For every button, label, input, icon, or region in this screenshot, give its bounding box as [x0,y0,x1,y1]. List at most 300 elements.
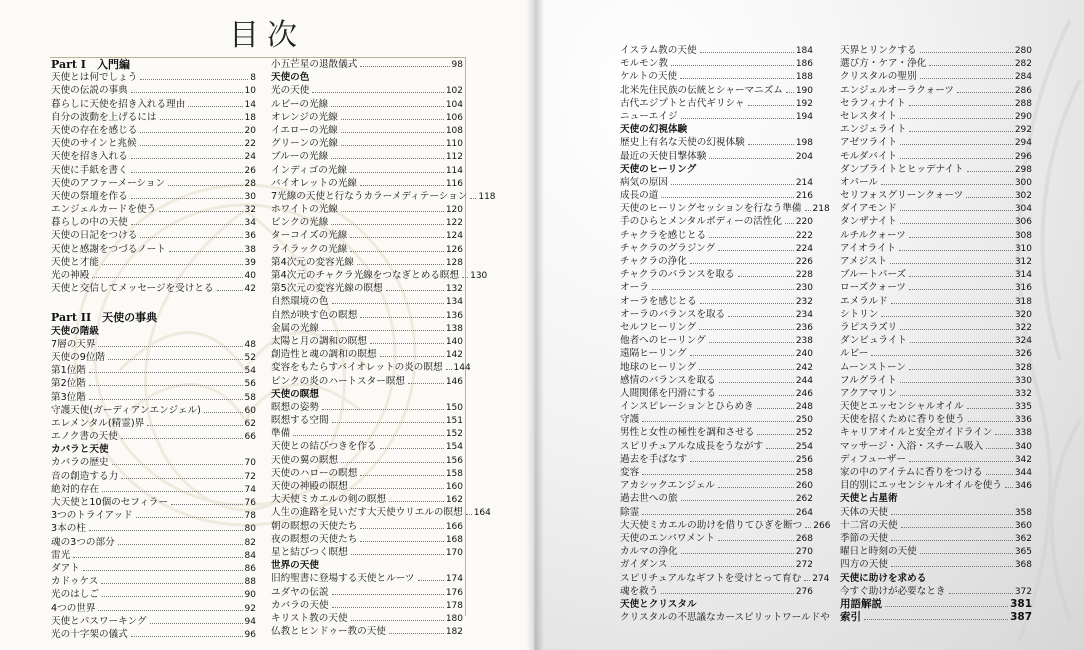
toc-entry[interactable] [51,549,256,562]
toc-entry-title: 雷光 [51,549,71,561]
toc-entry-title: ダンビュライト [840,335,907,347]
toc-entry[interactable] [271,612,463,625]
toc-entry[interactable] [51,124,256,137]
dot-leader [332,422,444,423]
section-heading [51,443,256,456]
toc-entry-title: アゼツライト [840,137,898,149]
toc-entry[interactable] [271,506,491,519]
toc-entry[interactable] [51,522,256,535]
toc-page-number: 335 [1014,402,1032,413]
toc-entry[interactable] [271,493,463,506]
toc-entry-title: 今すぐ助けが必要なとき [840,585,946,597]
toc-entry-title: 天使のヒーリング [620,163,697,175]
dot-leader [709,342,794,343]
dot-leader [350,237,443,238]
toc-entry[interactable] [271,177,463,190]
dot-leader [101,583,242,584]
toc-entry[interactable] [840,532,1032,545]
toc-entry[interactable] [51,203,256,216]
dot-leader [864,619,1008,620]
dot-leader [699,329,794,330]
toc-entry[interactable] [51,84,256,97]
toc-page-number: 122 [445,218,463,229]
toc-entry[interactable] [51,377,256,390]
toc-entry[interactable] [51,430,256,443]
toc-entry[interactable] [271,203,463,216]
toc-page-number: 114 [445,165,463,176]
toc-entry[interactable] [620,361,813,374]
toc-entry[interactable] [840,229,1032,242]
toc-entry[interactable] [840,479,1032,492]
toc-entry[interactable] [620,585,813,598]
toc-entry[interactable] [620,453,813,466]
dot-leader [341,119,444,120]
toc-entry[interactable] [840,281,1032,294]
toc-page-number: 176 [445,587,463,598]
dot-leader [709,237,794,238]
toc-page-number: 298 [1014,164,1032,175]
toc-entry[interactable] [271,111,463,124]
toc-page-number: 39 [244,257,256,268]
toc-page-number: 80 [244,524,256,535]
toc-entry[interactable] [840,268,1032,281]
dot-leader [380,356,444,357]
toc-entry[interactable] [840,110,1032,123]
toc-entry[interactable] [271,361,471,374]
toc-entry[interactable] [271,137,463,150]
toc-entry[interactable] [840,361,1032,374]
toc-entry[interactable] [271,256,463,269]
toc-entry-title: 天使と占星術 [840,493,898,505]
toc-page-number: 166 [445,521,463,532]
toc-entry-title: タンザナイト [840,216,897,228]
toc-entry[interactable] [620,558,813,571]
toc-entry-title: 自然が映す色の瞑想 [271,309,358,321]
toc-entry[interactable] [840,347,1032,360]
toc-entry-title: ルチルクォーツ [840,229,906,241]
dot-leader [728,316,794,317]
toc-entry[interactable] [840,202,1032,215]
toc-entry[interactable] [51,391,256,404]
toc-entry[interactable] [840,255,1032,268]
toc-entry[interactable] [840,123,1032,136]
toc-entry[interactable] [51,456,256,469]
toc-entry[interactable] [840,400,1032,413]
toc-entry[interactable] [620,255,813,268]
dot-leader [642,514,794,515]
toc-entry[interactable] [620,387,813,400]
toc-entry[interactable] [271,440,463,453]
toc-entry[interactable] [51,256,256,269]
dot-leader [370,343,444,344]
toc-entry[interactable] [51,282,256,295]
toc-entry[interactable] [271,427,463,440]
toc-page-number: 288 [1014,98,1032,109]
toc-entry[interactable] [271,84,463,97]
toc-page-number: 88 [244,577,256,588]
toc-entry[interactable] [271,599,463,612]
toc-entry[interactable] [51,111,256,124]
dot-leader [140,237,242,238]
toc-entry[interactable] [840,97,1032,110]
toc-page-number: 10 [244,86,256,97]
toc-entry[interactable] [271,322,463,335]
toc-entry[interactable] [271,98,463,111]
toc-entry-title: 太陽と月の調和の瞑想 [271,335,367,347]
toc-entry[interactable] [620,189,813,202]
toc-entry[interactable] [620,97,813,110]
toc-entry[interactable] [51,216,256,229]
toc-entry [620,611,830,624]
toc-page-number: 188 [795,72,813,83]
toc-entry-title: クリスタルの聖別 [840,71,917,83]
toc-entry[interactable] [620,84,813,97]
dot-leader [169,251,243,252]
toc-entry-title: 大天使と10個のセフィラー [51,497,168,508]
toc-entry[interactable] [271,454,463,467]
toc-page-number: 358 [1014,507,1032,518]
toc-page-number: 54 [244,366,256,377]
toc-entry[interactable] [51,417,256,430]
toc-entry[interactable] [620,57,813,70]
toc-entry[interactable] [620,110,813,123]
toc-entry[interactable] [620,334,813,347]
toc-page-number: 282 [1014,59,1032,70]
toc-entry[interactable] [51,602,256,615]
toc-page-number: 178 [445,600,463,611]
toc-entry[interactable] [271,467,463,480]
dot-leader [804,580,810,581]
toc-entry[interactable] [620,479,813,492]
dot-leader [757,408,794,409]
toc-entry[interactable] [271,480,463,493]
toc-page-number: 238 [795,336,813,347]
toc-page-number: 98 [451,60,463,70]
dot-leader [470,198,476,199]
toc-entry[interactable] [620,281,813,294]
dot-leader [690,355,794,356]
toc-page-number: 130 [470,271,488,281]
toc-page-number: 84 [244,550,256,561]
dot-leader [719,395,794,396]
toc-entry[interactable] [620,242,813,255]
toc-entry[interactable] [620,426,813,439]
toc-entry[interactable] [271,282,463,295]
toc-entry[interactable] [51,483,256,496]
frame-right-rule [465,58,466,616]
toc-entry[interactable] [51,470,256,483]
toc-entry[interactable] [271,295,463,308]
toc-entry[interactable] [840,308,1032,321]
toc-page-number: 270 [795,547,813,558]
toc-entry[interactable] [840,163,1032,176]
toc-entry[interactable] [51,628,256,641]
toc-entry[interactable] [51,338,256,351]
toc-entry[interactable] [271,243,463,256]
toc-entry[interactable] [840,585,1032,598]
toc-entry[interactable] [840,374,1032,387]
toc-entry-title: 天使とパスワーキング [51,615,147,627]
toc-entry[interactable] [840,545,1032,558]
toc-entry-title: 旧約聖書に登場する天使とルーツ [271,573,415,585]
toc-entry[interactable] [840,57,1032,70]
toc-entry[interactable] [620,572,830,585]
toc-page-number: 222 [795,230,813,241]
toc-entry-title: 3つのトライアッド [51,510,133,522]
toc-entry[interactable] [271,269,488,282]
toc-entry-title: ガイダンス [620,559,668,571]
left-page [0,0,534,650]
toc-entry[interactable] [271,229,463,242]
toc-entry-title: 光のはしご [51,589,99,601]
toc-page-number: 180 [445,613,463,624]
dot-leader [910,342,1013,343]
toc-entry-title: ピンクの炎のハートスター瞑想 [271,375,406,387]
toc-page-number: 316 [1014,283,1032,294]
toc-entry-title: エメラルド [840,295,888,307]
toc-entry[interactable] [620,466,813,479]
toc-entry[interactable] [271,309,463,322]
toc-entry[interactable] [620,150,813,163]
toc-entry[interactable] [840,598,1032,611]
toc-entry[interactable] [51,177,256,190]
dot-leader [891,303,1013,304]
toc-entry[interactable] [51,364,256,377]
toc-entry[interactable] [840,506,1032,519]
toc-page-number: 224 [795,243,813,254]
toc-entry[interactable] [840,44,1032,57]
toc-page-number: 256 [795,454,813,465]
toc-entry[interactable] [51,71,256,84]
toc-page-number: 230 [795,283,813,294]
toc-entry[interactable] [271,164,463,177]
toc-entry[interactable] [271,124,463,137]
toc-entry-title: モルダバイト [840,150,898,162]
toc-entry[interactable] [840,611,1032,624]
toc-entry[interactable] [620,519,831,532]
dot-leader [890,263,1013,264]
toc-entry[interactable] [620,176,813,189]
dot-leader [360,66,449,67]
toc-entry[interactable] [840,321,1032,334]
toc-entry-title: ピンクの光線 [271,217,329,229]
toc-entry-title: バイオレットの光線 [271,177,357,189]
dot-leader [357,264,444,265]
toc-entry[interactable] [620,215,813,228]
section-gap [51,295,256,311]
toc-entry-title: アイオライト [840,242,897,254]
toc-entry[interactable] [271,520,463,533]
toc-page-number: 290 [1014,111,1032,122]
toc-entry[interactable] [51,229,256,242]
toc-entry-title: カバラと天使 [51,444,109,456]
toc-entry[interactable] [620,295,813,308]
toc-entry[interactable] [51,351,256,364]
toc-entry[interactable] [620,70,813,83]
dot-leader [909,461,1013,462]
toc-entry[interactable] [840,466,1032,479]
toc-entry[interactable] [271,572,463,585]
toc-entry[interactable] [620,492,813,505]
toc-entry-title: ディフューザー [840,453,906,465]
toc-entry[interactable] [271,216,463,229]
toc-entry[interactable] [840,136,1032,149]
toc-entry-title: エンジェルオーラクォーツ [840,84,955,96]
toc-page-number: 198 [795,138,813,149]
toc-column-2 [271,58,496,638]
toc-page-number: 142 [445,350,463,361]
dot-leader [805,210,811,211]
toc-entry[interactable] [271,150,463,163]
dot-leader [709,158,793,159]
toc-entry[interactable] [620,268,813,281]
dot-leader [89,399,243,400]
toc-entry[interactable] [51,562,256,575]
toc-entry[interactable] [620,321,813,334]
toc-entry[interactable] [840,413,1032,426]
toc-entry-title: 天使の翼の瞑想 [271,454,339,466]
toc-entry-title: 天使の祭壇を作る [51,190,128,202]
toc-entry-title: 天使との結びつきを作る [271,441,377,453]
toc-entry-title: 天界とリンクする [840,45,917,56]
toc-entry-title: 世界の天使 [271,560,319,572]
dot-leader [293,435,444,436]
dot-leader [671,566,794,567]
dot-leader [929,65,1012,66]
toc-page-number: 20 [244,125,256,136]
dot-leader [680,78,794,79]
toc-entry[interactable] [620,44,813,57]
toc-entry-title: キリスト教の天使 [271,612,348,624]
toc-entry[interactable] [840,84,1032,97]
dot-leader [171,504,243,505]
toc-entry[interactable] [840,150,1032,163]
toc-entry[interactable] [271,348,463,361]
toc-entry[interactable] [271,546,463,559]
toc-entry[interactable] [620,202,830,215]
toc-entry-title: 天使とクリスタル [620,598,697,610]
dot-leader [331,224,443,225]
toc-page-number: 320 [1014,309,1032,320]
toc-entry[interactable] [620,229,813,242]
toc-page-number: 36 [244,231,256,242]
toc-entry-title: 人間関係を円滑にする [620,387,716,399]
toc-entry[interactable] [840,242,1032,255]
toc-entry[interactable] [51,269,256,282]
toc-entry[interactable] [271,335,463,348]
dot-leader [332,303,444,304]
toc-entry[interactable] [840,426,1032,439]
dot-leader [73,557,242,558]
toc-page-number: 144 [453,363,471,374]
toc-entry[interactable] [840,295,1032,308]
dot-leader [805,527,811,528]
toc-page-number: 34 [244,218,256,229]
toc-entry[interactable] [620,400,813,413]
toc-entry[interactable] [840,519,1032,532]
toc-entry[interactable] [620,136,813,149]
toc-entry[interactable] [840,189,1032,202]
toc-entry[interactable] [271,401,463,414]
toc-entry[interactable] [271,58,463,71]
toc-entry-title: 瞑想の姿勢 [271,401,319,413]
toc-entry[interactable] [51,190,256,203]
toc-entry[interactable] [840,558,1032,571]
toc-page-number: 38 [244,244,256,255]
toc-entry[interactable] [840,453,1032,466]
toc-entry[interactable] [51,164,256,177]
toc-entry[interactable] [271,414,463,427]
toc-entry[interactable] [271,625,463,638]
toc-entry[interactable] [51,496,256,509]
toc-entry[interactable] [271,586,463,599]
toc-page-number: 124 [445,231,463,242]
toc-entry-title: 小五芒星の退散儀式 [271,59,358,70]
toc-entry[interactable] [51,137,256,150]
toc-entry[interactable] [51,575,256,588]
toc-page-number: 250 [795,415,813,426]
toc-entry[interactable] [51,150,256,163]
toc-entry[interactable] [620,347,813,360]
toc-entry-title: アカシックエンジェル [620,480,716,492]
toc-page-number: 381 [1010,597,1032,610]
toc-page-number: 120 [445,205,463,216]
dot-leader [341,462,444,463]
toc-entry[interactable] [840,387,1032,400]
toc-entry[interactable] [51,509,256,522]
toc-entry-title: ダンブライトとヒッデナイト [840,163,964,175]
toc-entry[interactable] [840,70,1032,83]
toc-entry-title: Part II 天使の事典 [51,311,158,325]
dot-leader [891,566,1013,567]
toc-entry-title: 天使の存在を感じる [51,124,138,136]
toc-page-number: 56 [244,379,256,390]
dot-leader [986,474,1013,475]
toc-entry-title: モルモン教 [620,58,668,70]
dot-leader [386,290,444,291]
toc-entry[interactable] [620,308,813,321]
toc-entry-title: マッサージ・入浴・スチーム吸入 [840,440,984,452]
toc-entry[interactable] [271,375,463,388]
toc-entry[interactable] [51,98,256,111]
toc-entry[interactable] [620,413,813,426]
toc-page-number: 48 [244,339,256,350]
toc-page-number: 160 [445,482,463,492]
toc-entry[interactable] [840,215,1032,228]
toc-page-number: 174 [445,574,463,585]
toc-entry[interactable] [51,404,256,417]
toc-entry-title: 遠隔ヒーリング [620,348,687,360]
toc-entry[interactable] [840,440,1032,453]
toc-entry[interactable] [620,545,813,558]
toc-entry[interactable] [620,506,813,519]
toc-entry-title: セラフィナイト [840,97,906,109]
toc-page-number: 170 [445,547,463,558]
toc-entry[interactable] [51,536,256,549]
toc-entry-title: 天使の幻視体験 [620,124,688,136]
toc-entry[interactable] [271,533,463,546]
toc-page-number: 108 [445,125,463,136]
toc-entry[interactable] [51,615,256,628]
toc-entry[interactable] [271,190,496,203]
toc-entry[interactable] [840,334,1032,347]
toc-entry[interactable] [840,176,1032,189]
toc-entry[interactable] [51,243,256,256]
toc-entry[interactable] [620,374,813,387]
toc-entry[interactable] [51,588,256,601]
toc-entry[interactable] [620,532,813,545]
toc-entry[interactable] [620,440,813,453]
